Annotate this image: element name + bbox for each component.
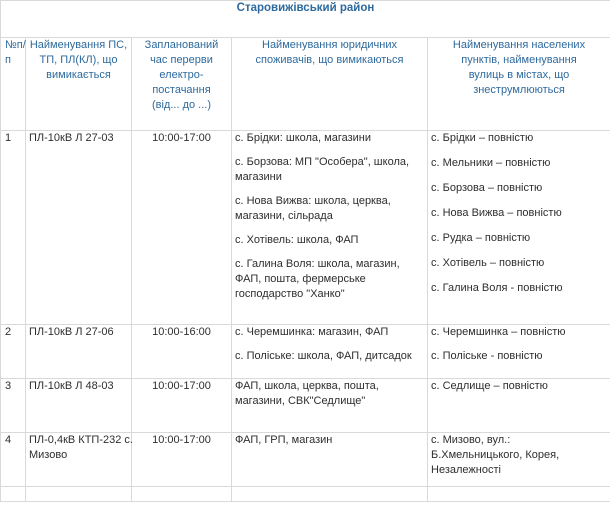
header-line-text: ТП, ПЛ(КЛ), що — [39, 54, 118, 66]
region-title: Старовижівський район — [236, 2, 375, 14]
row-line — [26, 131, 132, 325]
location-entry: с. Седлище – повністю — [431, 380, 548, 392]
header-locations — [428, 38, 610, 131]
row-locations — [428, 131, 610, 325]
header-time-text: час перерви — [150, 54, 213, 66]
consumer-text: ФАП, пошта, фермерське — [235, 273, 366, 285]
header-locations-text: вулиць в містах, що — [468, 69, 570, 81]
consumer-entry — [235, 155, 427, 185]
consumer-entry — [235, 379, 427, 409]
consumer-text: с. Хотівель: школа, ФАП — [235, 234, 359, 246]
header-line-text: Найменування ПС, — [29, 39, 128, 51]
header-locations-text: пунктів, найменування — [461, 54, 577, 66]
consumer-text: с. Галина Воля: школа, магазин, — [235, 258, 400, 270]
consumer-text: магазини, сільрада — [235, 210, 333, 222]
table-row — [1, 433, 610, 487]
header-consumers-text: споживачів, що вимикаються — [255, 54, 404, 66]
consumer-entry — [235, 131, 427, 146]
header-time — [132, 38, 232, 131]
consumer-entry — [235, 433, 427, 448]
table-row-empty — [1, 487, 610, 502]
row-number: 4 — [1, 433, 26, 487]
header-locations-text: знеструмлюються — [473, 84, 565, 96]
location-entry: с. Мельники – повністю — [431, 157, 551, 169]
consumer-text: с. Борзова: МП "Особера", школа, — [235, 156, 410, 168]
row-consumers — [232, 379, 428, 433]
empty-cell — [232, 487, 428, 502]
region-title-row — [1, 1, 610, 38]
consumer-text: с. Нова Вижва: школа, церква, — [235, 195, 391, 207]
header-time-text: (від... до ...) — [151, 99, 212, 111]
row-consumers — [232, 325, 428, 379]
consumer-entry — [235, 194, 427, 224]
consumer-text: магазини, СВК"Седлище" — [235, 395, 366, 407]
row-line-text: ПЛ-10кВ Л 27-06 — [29, 326, 114, 338]
row-line — [26, 325, 132, 379]
location-entry: с. Рудка – повністю — [431, 232, 531, 244]
row-line — [26, 379, 132, 433]
empty-cell — [428, 487, 610, 502]
header-time-text: Запланований — [144, 39, 219, 51]
consumer-text: ФАП, школа, церква, пошта, — [235, 380, 379, 392]
location-text: Б.Хмельницького, Корея, — [431, 449, 560, 461]
header-time-text: постачання — [152, 84, 211, 96]
consumer-text: магазини — [235, 171, 282, 183]
header-row — [1, 38, 610, 131]
location-text: с. Мизово, вул.: — [431, 434, 511, 446]
consumer-text: с. Брідки: школа, магазини — [235, 132, 372, 144]
row-time: 10:00-17:00 — [132, 379, 232, 433]
region-title-cell — [1, 1, 610, 38]
location-entry: с. Черемшинка – повністю — [431, 326, 566, 338]
row-time: 10:00-17:00 — [132, 433, 232, 487]
header-num-line: п — [5, 54, 11, 66]
header-line — [26, 38, 132, 131]
row-line-text: ПЛ-10кВ Л 48-03 — [29, 380, 114, 392]
consumer-text: ФАП, ГРП, магазин — [235, 434, 333, 446]
location-entry: с. Галина Воля - повністю — [431, 282, 563, 294]
row-line-text: ПЛ-0,4кВ КТП-232 с. — [29, 434, 133, 446]
header-consumers — [232, 38, 428, 131]
row-number: 3 — [1, 379, 26, 433]
row-consumers — [232, 433, 428, 487]
row-line-text: ПЛ-10кВ Л 27-03 — [29, 132, 114, 144]
consumer-entry — [235, 349, 427, 364]
consumer-entry — [235, 257, 427, 302]
table-row — [1, 325, 610, 379]
row-consumers — [232, 131, 428, 325]
consumer-text: с. Черемшинка: магазин, ФАП — [235, 326, 389, 338]
row-time: 10:00-17:00 — [132, 131, 232, 325]
row-time: 10:00-16:00 — [132, 325, 232, 379]
location-entry: с. Нова Вижва – повністю — [431, 207, 562, 219]
location-entry: с. Хотівель – повністю — [431, 257, 545, 269]
location-text: Незалежності — [431, 464, 501, 476]
empty-cell — [26, 487, 132, 502]
consumer-text: господарство "Ханко" — [235, 288, 345, 300]
header-consumers-text: Найменування юридичних — [262, 39, 397, 51]
header-num — [1, 38, 26, 131]
table-row — [1, 379, 610, 433]
consumer-entry — [235, 325, 427, 340]
row-locations — [428, 379, 610, 433]
location-entry: с. Поліське - повністю — [431, 350, 543, 362]
row-line-text: Мизово — [29, 449, 68, 461]
empty-cell — [132, 487, 232, 502]
row-number: 2 — [1, 325, 26, 379]
empty-cell — [1, 487, 26, 502]
row-locations — [428, 433, 610, 487]
row-line — [26, 433, 132, 487]
location-entry: с. Борзова – повністю — [431, 182, 543, 194]
consumer-entry — [235, 233, 427, 248]
table-row — [1, 131, 610, 325]
header-num-line: №п/ — [5, 39, 26, 51]
location-entry: с. Брідки – повністю — [431, 132, 534, 144]
header-locations-text: Найменування населених — [452, 39, 586, 51]
header-line-text: вимикається — [46, 69, 111, 81]
consumer-text: с. Поліське: школа, ФАП, дитсадок — [235, 350, 412, 362]
row-locations — [428, 325, 610, 379]
header-time-text: електро- — [159, 69, 204, 81]
row-number: 1 — [1, 131, 26, 325]
